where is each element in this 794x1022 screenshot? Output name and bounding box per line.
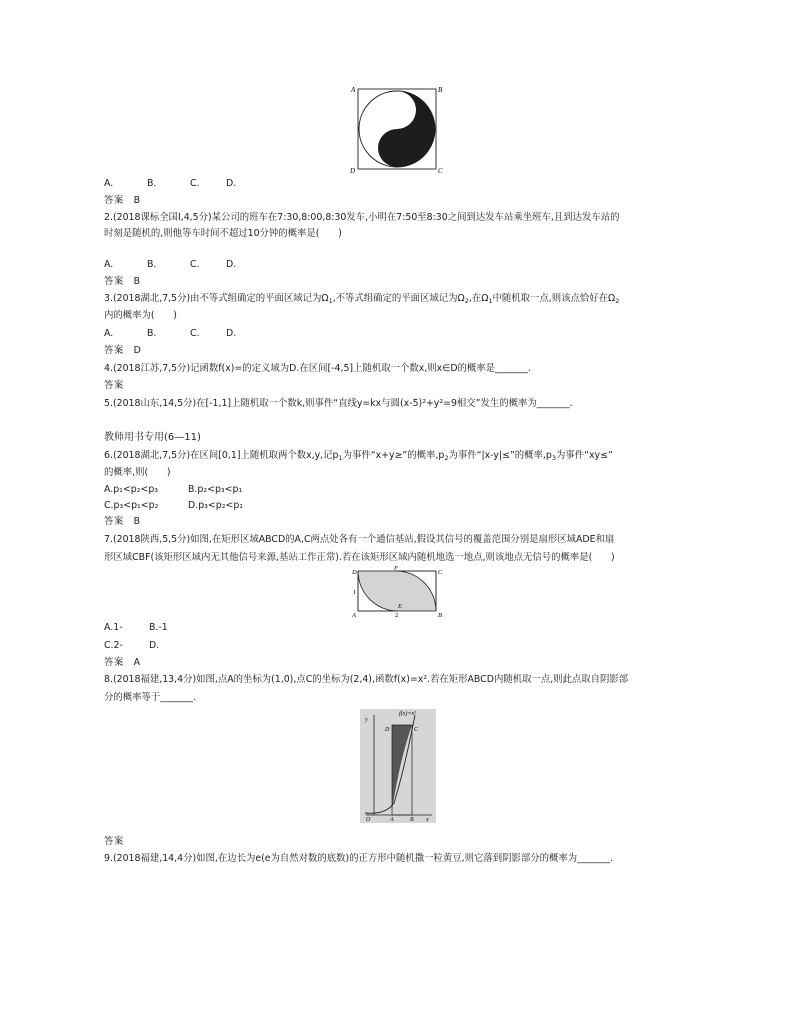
q2-options [104,259,236,271]
q3-sub-1b: 1 [488,297,493,305]
q6-text-a: 6.(2018湖北,7,5分)在区间[0,1]上随机取两个数x,y,记p [104,450,339,461]
option-d: D. [226,259,237,270]
option-b: B. [147,259,157,270]
option-d: D.p₃<p₂<p₁ [188,500,244,511]
q3-sub-1: 1 [328,297,333,305]
q3-text-b: ,不等式组确定的平面区域记为Ω [332,293,465,304]
teacher-section-heading: 教师用书专用(6—11) [104,432,201,443]
q9-line1: 9.(2018福建,14,4分)如图,在边长为e(e为自然对数的底数)的正方形中随机撒一粒黄豆,则它落到阴影部分的概率为_______. [104,853,613,864]
taiji-white-dot [393,106,402,115]
label-1: 1 [353,589,357,596]
option-c: C. [190,328,200,339]
q6-options-row2 [104,500,243,512]
q3-answer: 答案 D [104,345,142,356]
option-b: B. [147,178,157,189]
q6-line2: 的概率,则( ) [104,467,171,478]
q3-line1 [104,293,619,305]
q7-line1: 7.(2018陕西,5,5分)如图,在矩形区域ABCD的A,C两点处各有一个通信基站,假设其信号的覆盖范围分别是扇形区域ADE和扇 [104,534,615,545]
label-e: E [398,603,402,610]
option-d: D. [226,178,237,189]
q1-answer: 答案 B [104,195,141,206]
q6-options-row1 [104,484,242,496]
q5-line1: 5.(2018山东,14,5分)在[-1,1]上随机取一个数k,则事件“直线y=kx与圆(x-5)²+y²=9相交”发生的概率为_______. [104,398,573,409]
q3-sub-2b: 2 [615,297,620,305]
q2-line1: 2.(2018课标全国Ⅰ,4,5分)某公司的班车在7:30,8:00,8:30发车,小明在7:50至8:30之间到达发车站乘坐班车,且到达发车站的 [104,212,620,223]
label-d: D [350,167,356,175]
option-b: B.p₂<p₃<p₁ [188,484,243,495]
parabola-figure [360,709,436,823]
option-d: D. [226,328,237,339]
option-c: C. [190,178,200,189]
label-c: C [438,167,443,175]
q8-line2: 分的概率等于_______. [104,692,197,703]
label-a: A [352,612,356,618]
q7-line2: 形区域CBF(该矩形区域内无其他信号来源,基站工作正常).若在该矩形区域内随机地选一地点,则该地点无信号的概率是( ) [104,552,615,563]
q6-sub-3: 3 [551,454,557,462]
q3-sub-2: 2 [464,297,469,305]
taiji-black-dot [393,144,402,153]
q7-answer: 答案 A [104,657,141,668]
q3-text-d: 中随机取一点,则该点恰好在Ω [492,293,616,304]
q3-text-c: ,在Ω [468,293,489,304]
q7-options-row2 [104,640,159,652]
option-c: C.2- [104,640,123,651]
option-c: C.p₃<p₁<p₂ [104,500,159,511]
q6-answer: 答案 B [104,516,141,527]
option-b: B.-1 [149,622,168,633]
option-a: A. [104,178,114,189]
q3-text-a: 3.(2018湖北,7,5分)由不等式组确定的平面区域记为Ω [104,293,329,304]
q7-options-row1 [104,622,168,634]
label-a: A [390,817,394,823]
q6-sub-1: 1 [338,454,343,462]
taiji-figure [348,84,446,176]
q2-line2: 时刻是随机的,则他等车时间不超过10分钟的概率是( ) [104,228,342,239]
option-d: D. [149,640,160,651]
q6-text-b: 为事件“x+y≥”的概率,p [342,450,445,461]
q3-line2: 内的概率为( ) [104,310,177,321]
label-b: B [438,612,442,618]
label-a: A [351,86,356,94]
q6-sub-2: 2 [444,454,449,462]
label-c: C [414,727,419,733]
q1-options [104,178,236,190]
option-c: C. [190,259,200,270]
option-a: A. [104,328,114,339]
option-a: A.p₁<p₂<p₃ [104,484,159,495]
label-o: O [366,817,371,823]
label-d: D [352,569,357,576]
label-y: y [365,717,368,723]
label-b: B [410,817,414,823]
label-2: 2 [395,612,399,618]
label-c: C [438,569,443,576]
label-f: F [394,566,398,572]
q8-answer: 答案 [104,836,124,847]
q4-answer: 答案 [104,380,124,391]
q4-line1: 4.(2018江苏,7,5分)记函数f(x)=的定义域为D.在区间[-4,5]上随机取一个数x,则x∈D的概率是_______. [104,363,531,374]
option-b: B. [147,328,157,339]
q6-text-c: 为事件“|x-y|≤”的概率,p [448,450,552,461]
rectangle-sector-figure [348,566,448,618]
label-d: D [385,727,390,733]
option-a: A.1- [104,622,123,633]
option-a: A. [104,259,114,270]
label-b: B [438,86,443,94]
q3-options [104,328,236,340]
q2-answer: 答案 B [104,276,141,287]
q8-line1: 8.(2018福建,13,4分)如图,点A的坐标为(1,0),点C的坐标为(2,4),函数f(x)=x².若在矩形ABCD内随机取一点,则此点取自阴影部 [104,674,629,685]
q6-text-d: 为事件“xy≤” [556,450,613,461]
q6-line1 [104,450,613,462]
function-label: f(x)=x² [399,711,416,717]
label-x: x [426,817,429,823]
